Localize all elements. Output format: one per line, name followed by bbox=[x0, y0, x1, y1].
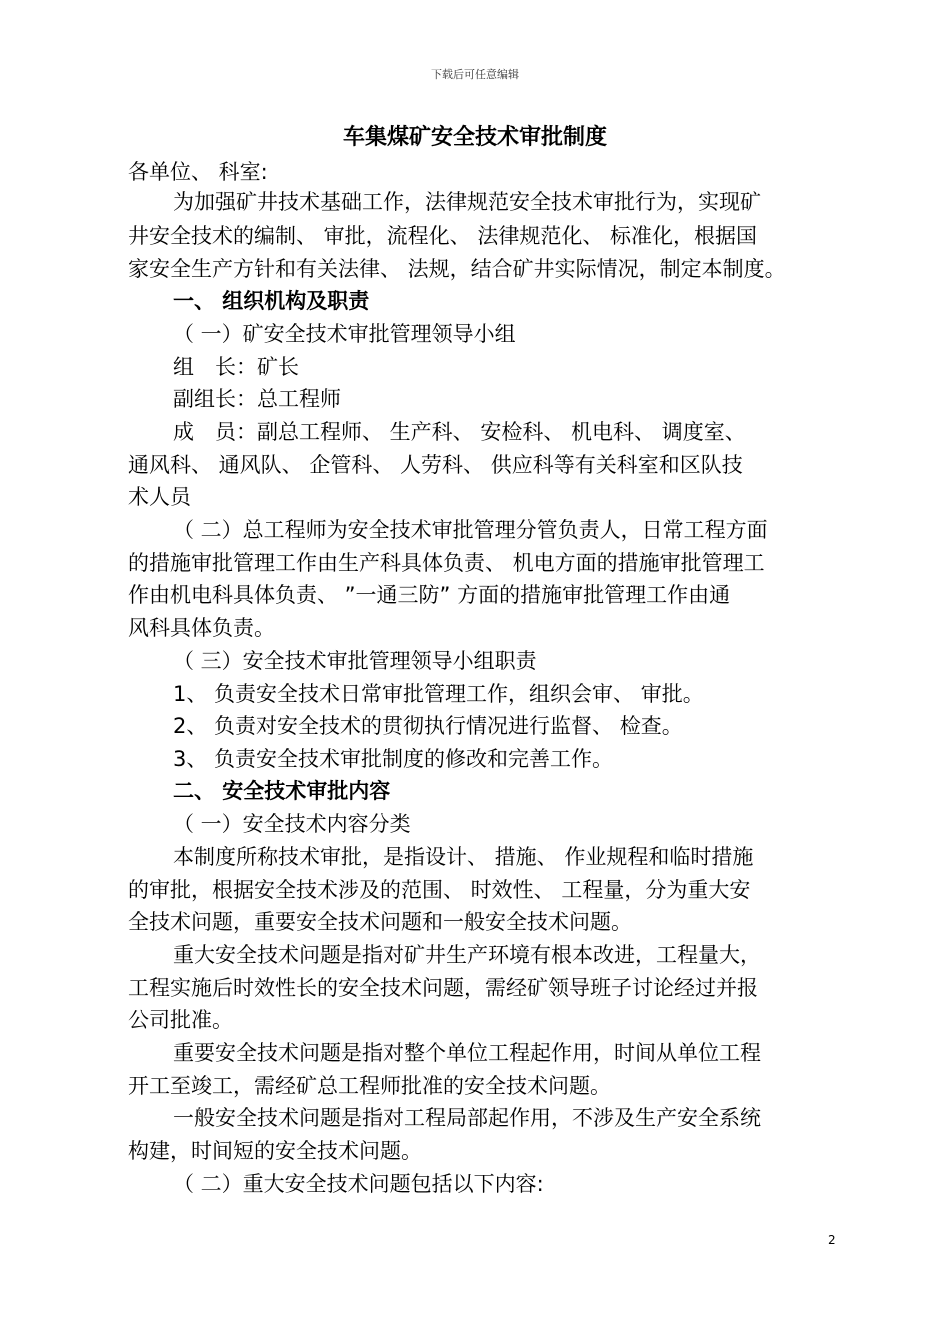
paragraph-line: 为加强矿井技术基础工作，法律规范安全技术审批行为，实现矿 bbox=[173, 190, 761, 214]
paragraph-line: 副组长：总工程师 bbox=[173, 387, 341, 411]
paragraph-line: 通风科、 通风队、 企管科、 人劳科、 供应科等有关科室和区队技 bbox=[128, 453, 743, 477]
paragraph-line: 术人员 bbox=[128, 485, 191, 509]
paragraph-line: 作由机电科具体负责、 ”一通三防” 方面的措施审批管理工作由通 bbox=[128, 583, 731, 607]
paragraph-line: （ 二）总工程师为安全技术审批管理分管负责人，日常工程方面 bbox=[173, 518, 768, 542]
paragraph-line: 风科具体负责。 bbox=[128, 616, 275, 640]
paragraph-line: 开工至竣工，需经矿总工程师批准的安全技术问题。 bbox=[128, 1074, 611, 1098]
paragraph-line: 全技术问题，重要安全技术问题和一般安全技术问题。 bbox=[128, 910, 632, 934]
paragraph-line: 公司批准。 bbox=[128, 1008, 233, 1032]
page-number: 2 bbox=[828, 1233, 836, 1247]
subsection-heading: （ 三）安全技术审批管理领导小组职责 bbox=[173, 649, 537, 673]
section-heading: 二、 安全技术审批内容 bbox=[173, 779, 391, 803]
paragraph-line: 井安全技术的编制、 审批，流程化、 法律规范化、 标准化，根据国 bbox=[128, 224, 758, 248]
section-heading: 一、 组织机构及职责 bbox=[173, 289, 370, 313]
paragraph-line: 一般安全技术问题是指对工程局部起作用，不涉及生产安全系统 bbox=[173, 1106, 761, 1130]
paragraph-line: 本制度所称技术审批，是指设计、 措施、 作业规程和临时措施 bbox=[173, 845, 754, 869]
paragraph-line: 构建，时间短的安全技术问题。 bbox=[128, 1139, 422, 1163]
list-item: 2、 负责对安全技术的贯彻执行情况进行监督、 检查。 bbox=[173, 714, 683, 738]
paragraph-line: 家安全生产方针和有关法律、 法规，结合矿井实际情况，制定本制度。 bbox=[128, 257, 786, 281]
document-title: 车集煤矿安全技术审批制度 bbox=[342, 125, 607, 150]
list-item: 3、 负责安全技术审批制度的修改和完善工作。 bbox=[173, 747, 614, 771]
paragraph-line: 组 长：矿长 bbox=[173, 355, 299, 379]
paragraph-line: 的措施审批管理工作由生产科具体负责、 机电方面的措施审批管理工 bbox=[128, 551, 765, 575]
subsection-heading: （ 二）重大安全技术问题包括以下内容: bbox=[173, 1172, 544, 1196]
paragraph-line: 成 员：副总工程师、 生产科、 安检科、 机电科、 调度室、 bbox=[173, 420, 746, 444]
list-item: 1、 负责安全技术日常审批管理工作，组织会审、 审批。 bbox=[173, 682, 704, 706]
header-note: 下载后可任意编辑 bbox=[431, 68, 519, 81]
subsection-heading: （ 一）矿安全技术审批管理领导小组 bbox=[173, 322, 516, 346]
paragraph-line: 工程实施后时效性长的安全技术问题，需经矿领导班子讨论经过并报 bbox=[128, 976, 758, 1000]
paragraph-line: 的审批，根据安全技术涉及的范围、 时效性、 工程量，分为重大安 bbox=[128, 878, 751, 902]
subsection-heading: （ 一）安全技术内容分类 bbox=[173, 812, 411, 836]
paragraph-line: 重大安全技术问题是指对矿井生产环境有根本改进，工程量大， bbox=[173, 943, 761, 967]
salutation-line: 各单位、 科室: bbox=[128, 160, 268, 184]
paragraph-line: 重要安全技术问题是指对整个单位工程起作用，时间从单位工程 bbox=[173, 1041, 761, 1065]
